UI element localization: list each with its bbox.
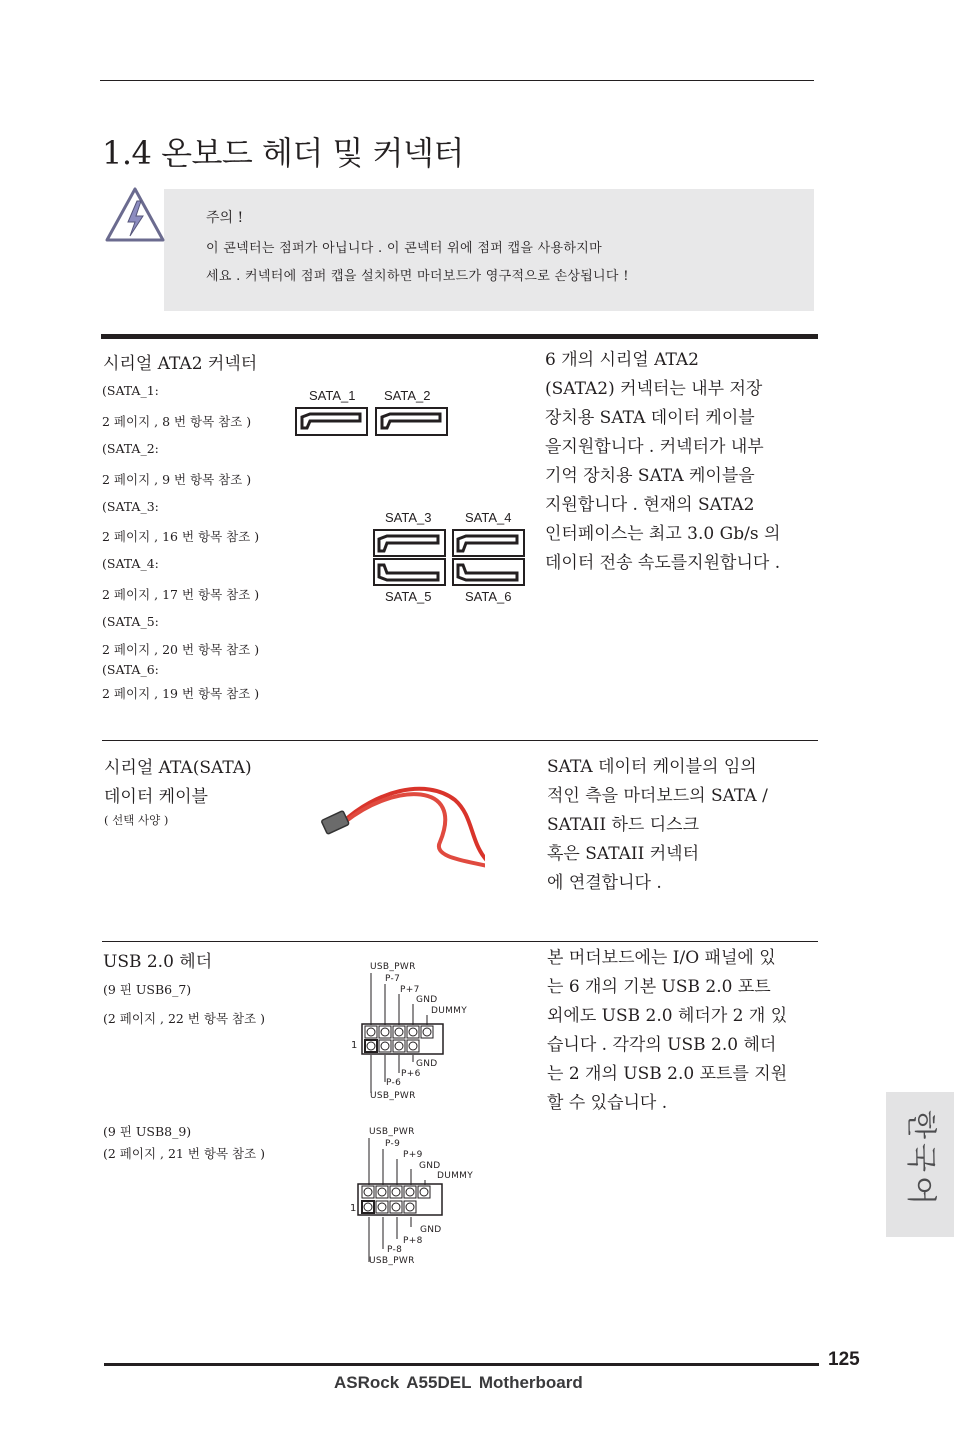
usb-section-title: USB 2.0 헤더 [103,952,213,972]
cable-desc-line-5: 에 연결합니다 . [547,873,662,893]
sata-item-5-name: (SATA_5: [102,614,159,629]
sata-description [545,346,825,578]
sata-item-4-ref: 2 페이지 , 17 번 항목 참조 ) [102,587,260,602]
cable-desc-line-1: SATA 데이터 케이블의 임의 [547,757,757,777]
usb1-label-dummy: DUMMY [431,1006,468,1016]
usb2-label-dummy: DUMMY [437,1171,474,1181]
cable-section-title-line-1: 시리얼 ATA(SATA) [104,758,252,778]
sata-item-2-name: (SATA_2: [102,441,159,456]
usb-header-1-ref: (2 페이지 , 22 번 항목 참조 ) [103,1011,265,1026]
usb-desc-line-6: 할 수 있습니다 . [547,1093,668,1113]
caution-text-line-1: 이 콘넥터는 점퍼가 아닙니다 . 이 콘넥터 위에 점퍼 캡을 사용하지마 [206,241,602,256]
cable-desc-line-4: 혹은 SATAII 커넥터 [547,844,700,864]
caution-text-line-2: 세요 . 커넥터에 점퍼 캡을 설치하면 마더보드가 영구적으로 손상됩니다 ! [206,269,629,284]
sata-desc-line-6: 지원합니다 . 현재의 SATA2 [545,495,755,515]
sata-desc-line-3: 장치용 SATA 데이터 케이블 [545,408,755,428]
usb-desc-line-5: 는 2 개의 USB 2.0 포트를 지원 [547,1064,788,1084]
sata-item-3-ref: 2 페이지 , 16 번 항목 참조 ) [102,529,260,544]
sata-2-connector [376,408,447,435]
sata-desc-line-5: 기억 장치용 SATA 케이블을 [545,466,755,486]
usb1-label-p-minus-bottom: P-6 [386,1078,402,1088]
usb-desc-line-3: 외에도 USB 2.0 헤더가 2 개 있 [547,1006,788,1026]
sata-6-label: SATA_6 [465,589,512,604]
usb-desc-line-2: 는 6 개의 기본 USB 2.0 포트 [547,977,771,997]
sata-item-6-ref: 2 페이지 , 19 번 항목 참조 ) [102,686,260,701]
cable-desc-line-3: SATAII 하드 디스크 [547,815,700,835]
cable-description [547,753,827,898]
usb-header-1-diagram [345,960,485,1106]
sata-5-label: SATA_5 [385,589,432,604]
usb-description [547,944,827,1118]
usb-header-2-name: (9 핀 USB8_9) [103,1124,192,1139]
sata-cable-image [315,782,485,892]
usb1-label-gnd-bottom: GND [416,1059,438,1069]
sata-item-4-name: (SATA_4: [102,556,159,571]
sata-desc-line-4: 을지원합니다 . 커넥터가 내부 [545,437,764,457]
sata-item-3-name: (SATA_3: [102,499,159,514]
section-rule-cable [102,740,818,741]
sata-4-label: SATA_4 [465,510,512,525]
usb2-label-usb-pwr-bottom: USB_PWR [369,1256,415,1266]
sata-5-connector [374,559,445,585]
sata-item-6-name: (SATA_6: [102,662,159,677]
usb1-label-gnd-top: GND [416,995,438,1005]
cable-optional-note: ( 선택 사양 ) [104,813,169,827]
usb2-label-gnd-bottom: GND [420,1225,442,1235]
usb1-label-pin-1: 1 [351,1040,358,1051]
sata-2-label: SATA_2 [384,388,431,403]
sata-desc-line-2: (SATA2) 커넥터는 내부 저장 [545,379,763,399]
footer-rule [104,1363,819,1366]
page-number: 125 [828,1349,860,1370]
usb2-label-p-plus-top: P+9 [403,1150,423,1160]
language-side-tab-label: 한국어 [903,1110,938,1209]
usb-desc-line-4: 습니다 . 각각의 USB 2.0 헤더 [547,1035,777,1055]
usb2-label-p-minus-top: P-9 [385,1139,401,1149]
sata-1-label: SATA_1 [309,388,356,403]
sata-section-title: 시리얼 ATA2 커넥터 [103,354,258,374]
cable-desc-line-2: 적인 측을 마더보드의 SATA / [547,786,768,806]
usb1-label-usb-pwr-bottom: USB_PWR [370,1091,416,1101]
sata-desc-line-7: 인터페이스는 최고 3.0 Gb/s 의 [545,524,781,544]
sata-desc-line-8: 데이터 전송 속도를지원합니다 . [545,553,781,573]
sata-item-2-ref: 2 페이지 , 9 번 항목 참조 ) [102,472,252,487]
sata-connector-diagram [290,405,535,590]
usb2-label-p-minus-bottom: P-8 [387,1245,403,1255]
sata-3-label: SATA_3 [385,510,432,525]
usb2-label-p-plus-bottom: P+8 [403,1236,423,1246]
usb2-label-gnd-top: GND [419,1161,441,1171]
sata-3-connector [374,530,445,556]
caution-heading: 주의 ! [206,210,244,226]
sata-item-1-name: (SATA_1: [102,383,159,398]
sata-desc-line-1: 6 개의 시리얼 ATA2 [545,350,699,370]
usb-header-1-name: (9 핀 USB6_7) [103,982,192,997]
sata-item-5-ref: 2 페이지 , 20 번 항목 참조 ) [102,642,260,657]
usb1-label-p-plus-top: P+7 [400,985,420,995]
usb-header-2-ref: (2 페이지 , 21 번 항목 참조 ) [103,1146,265,1161]
usb-header-2-diagram [345,1125,485,1273]
cable-section-title-line-2: 데이터 케이블 [104,787,208,807]
sata-1-connector [296,408,367,435]
sata-4-connector [453,530,524,556]
footer-product-name: ASRock A55DEL Motherboard [334,1373,583,1392]
usb1-label-usb-pwr-top: USB_PWR [370,962,416,972]
warning-icon [104,186,166,244]
sata-item-1-ref: 2 페이지 , 8 번 항목 참조 ) [102,414,252,429]
usb2-label-usb-pwr-top: USB_PWR [369,1127,415,1137]
top-rule [100,80,814,81]
usb1-label-p-minus-top: P-7 [385,974,401,984]
page-title: 1.4 온보드 헤더 및 커넥터 [102,134,464,172]
sata-6-connector [453,559,524,585]
section-rule-usb [102,941,818,942]
section-thick-rule [101,334,818,339]
usb-desc-line-1: 본 머더보드에는 I/O 패널에 있 [547,948,776,968]
usb1-label-p-plus-bottom: P+6 [401,1069,421,1079]
usb2-label-pin-1: 1 [350,1203,357,1214]
